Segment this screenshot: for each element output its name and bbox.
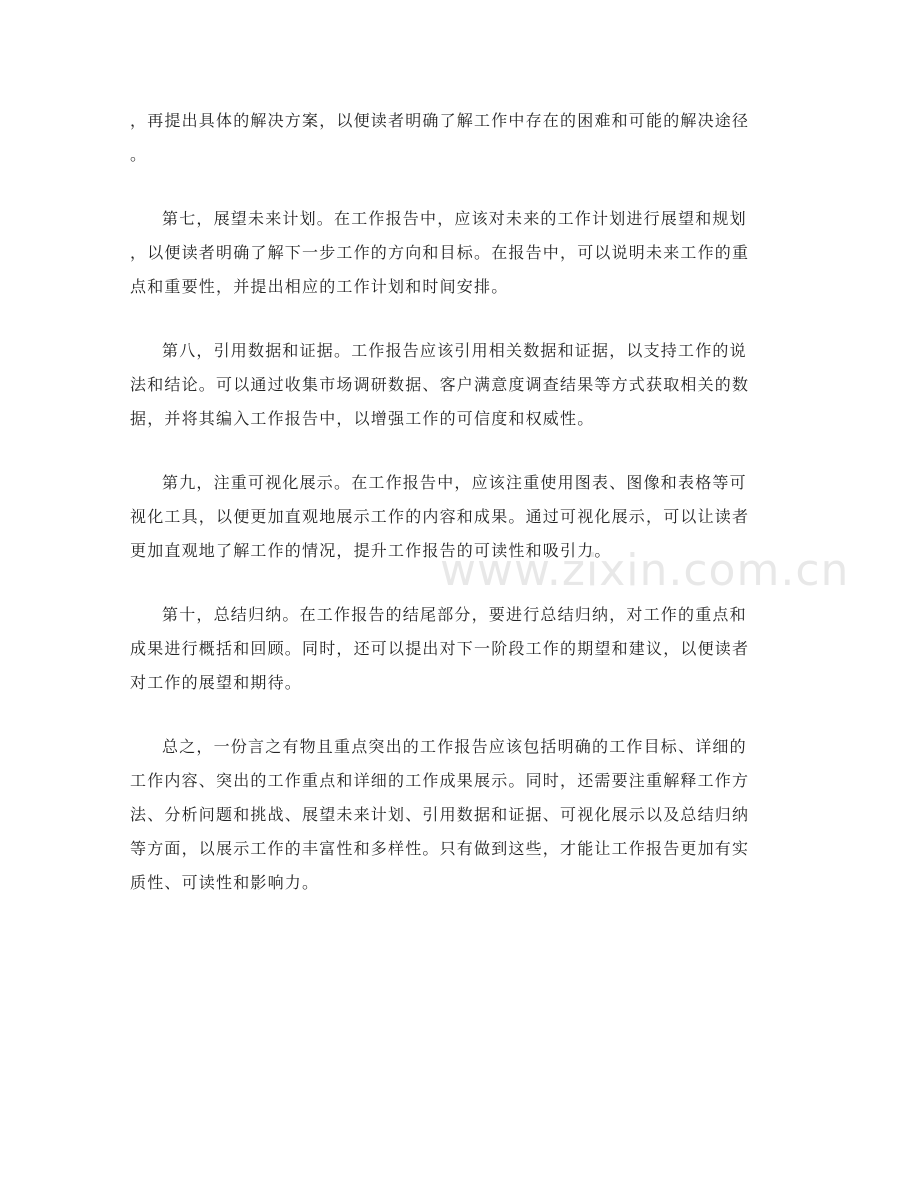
- paragraph-seventh-plan: 第七，展望未来计划。在工作报告中，应该对未来的工作计划进行展望和规划 ，以便读者明确了解下一步工作的方向和目标。在报告中，可以说明未来工作的重 点和重要性，并提出相应的工作计划和时间安排。: [130, 209, 750, 296]
- paragraph-conclusion: 总之，一份言之有物且重点突出的工作报告应该包括明确的工作目标、详细的 工作内容、突出的工作重点和详细的工作成果展示。同时，还需要注重解释工作方 法、分析问题和挑战、展望未来计划、引用数据和证据、可视化展示以及总结归纳 等方面，以展示工作的丰富性和多样性。只有做到这些，才能让工作报告更加有实 质性、可读性和影响力。: [130, 737, 750, 892]
- paragraph-continuation: ，再提出具体的解决方案，以便读者明确了解工作中存在的困难和可能的解决途径 。: [130, 111, 750, 164]
- document-body: [130, 104, 793, 930]
- paragraph-eighth-data: 第八，引用数据和证据。工作报告应该引用相关数据和证据，以支持工作的说 法和结论。可以通过收集市场调研数据、客户满意度调查结果等方式获取相关的数 据，并将其编入工作报告中，以增强工作的可信度和权威性。: [130, 341, 750, 428]
- paragraph-tenth-summary: 第十，总结归纳。在工作报告的结尾部分，要进行总结归纳，对工作的重点和 成果进行概括和回顾。同时，还可以提出对下一阶段工作的期望和建议，以便读者 对工作的展望和期待。: [130, 605, 750, 692]
- paragraph-ninth-visualization: 第九，注重可视化展示。在工作报告中，应该注重使用图表、图像和表格等可 视化工具，以便更加直观地展示工作的内容和成果。通过可视化展示，可以让读者 更加直观地了解工作的情况，提升工作报告的可读性和吸引力。: [130, 473, 750, 560]
- watermark: www.zixin.com.cn: [440, 545, 850, 596]
